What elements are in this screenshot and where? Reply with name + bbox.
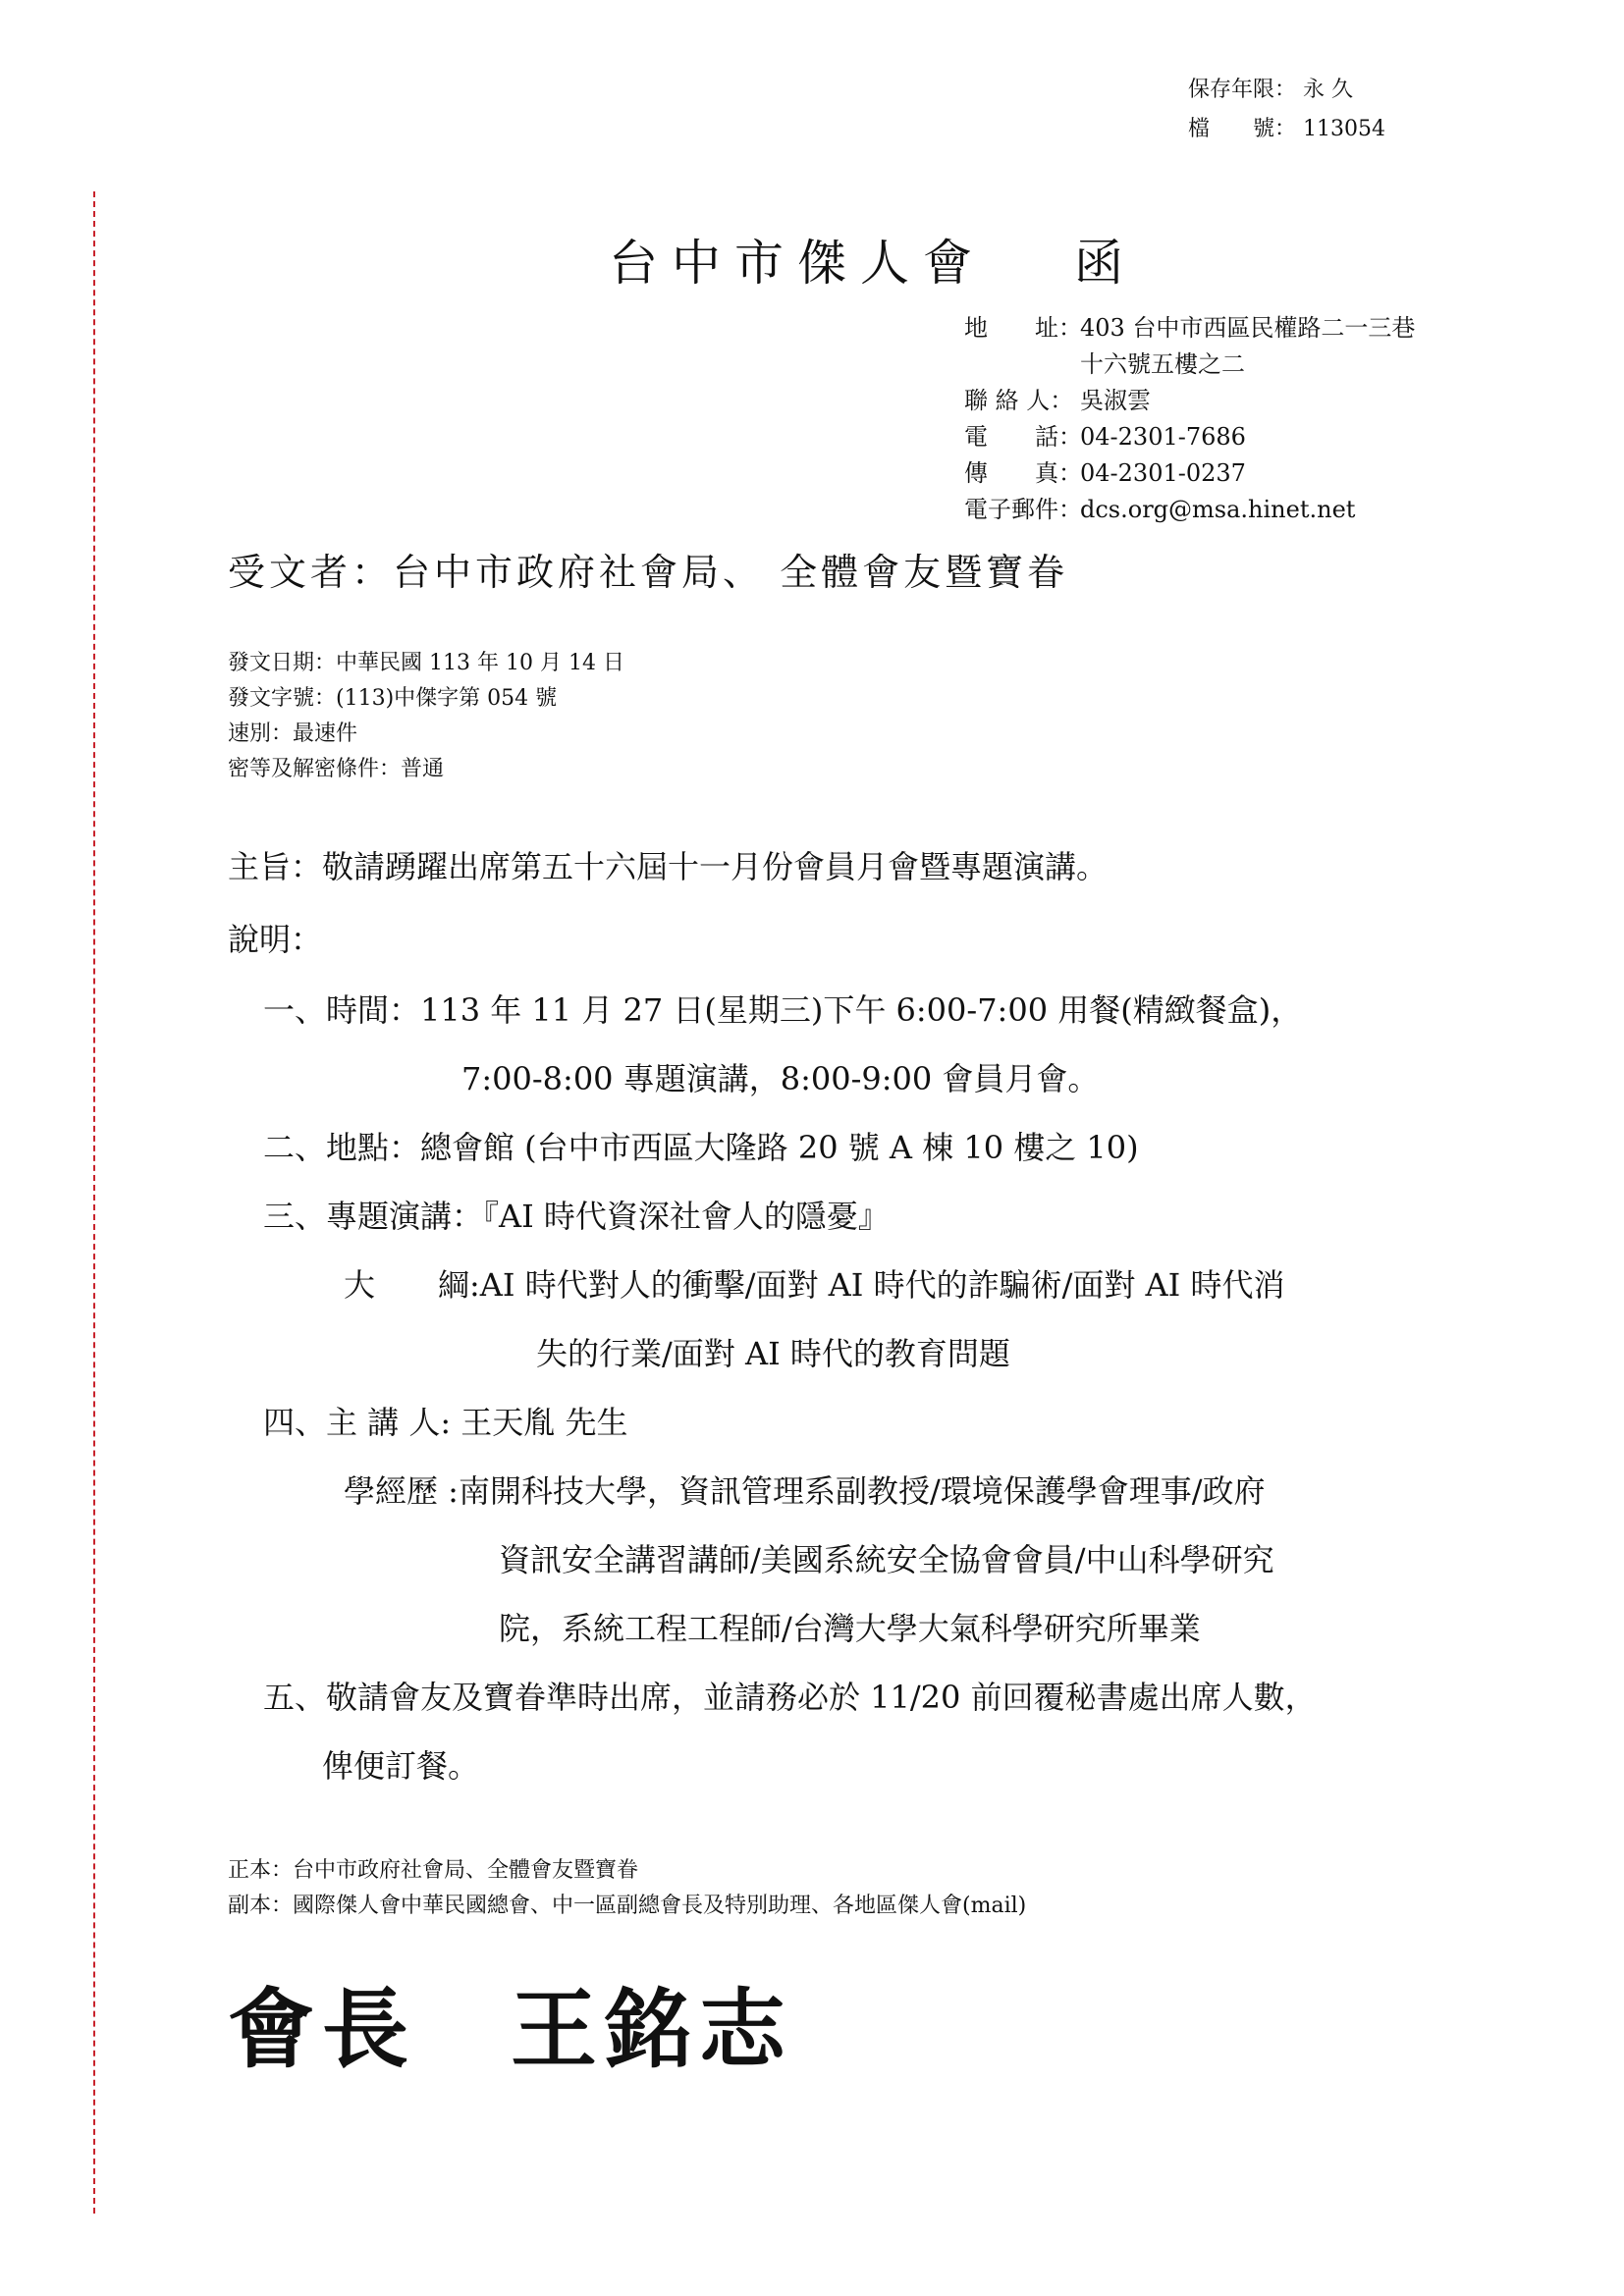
file-number: [1188, 110, 1385, 149]
item-3-outline-line2: 失的行業/面對 AI 時代的教育問題: [536, 1335, 1010, 1372]
meta-block: [228, 646, 624, 787]
phone-value: 04-2301-7686: [1080, 423, 1246, 451]
file-number-value: 113054: [1303, 117, 1385, 141]
doc-number: 發文字號：(113)中傑字第 054 號: [228, 686, 558, 711]
document-title: [609, 224, 1137, 294]
email-label: 電子郵件：: [964, 496, 1082, 523]
phone-label: 電 話：: [964, 423, 1082, 451]
item-4-bg-line2: 資訊安全講習講師/美國系統安全協會會員/中山科學研究: [499, 1541, 1274, 1578]
item-5-line1: 五、敬請會友及寶眷準時出席，並請務必於 11/20 前回覆秘書處出席人數，: [263, 1679, 1317, 1716]
item-4-bg-line1: 學經歷 :南開科技大學，資訊管理系副教授/環境保護學會理事/政府: [344, 1472, 1266, 1510]
retention-period: [1188, 71, 1385, 110]
contact-phone: [964, 419, 1415, 455]
subject: 主旨：敬請踴躍出席第五十六屆十一月份會員月會暨專題演講。: [228, 848, 1109, 885]
item-1-line2: 7:00-8:00 專題演講，8:00-9:00 會員月會。: [461, 1060, 1100, 1097]
contact-person: [964, 383, 1415, 419]
urgency: 速別：最速件: [228, 721, 358, 746]
item-4: 四、主 講 人: 王天胤 先生: [263, 1404, 628, 1441]
item-4-bg-line3: 院，系統工程工程師/台灣大學大氣科學研究所畢業: [499, 1610, 1201, 1647]
item-5-line2: 俾便訂餐。: [322, 1747, 480, 1785]
recipient: 受文者：台中市政府社會局、 全體會友暨寶眷: [228, 551, 1069, 594]
item-3-outline-line1: 大 綱:AI 時代對人的衝擊/面對 AI 時代的詐騙術/面對 AI 時代消: [344, 1266, 1285, 1304]
contact-block: [964, 310, 1415, 528]
signature: 會長 王銘志: [228, 1979, 794, 2080]
address-label: 地 址：: [964, 314, 1082, 342]
item-2: 二、地點：總會館 (台中市西區大隆路 20 號 A 棟 10 樓之 10): [263, 1129, 1139, 1166]
file-number-label: 檔 號：: [1188, 117, 1297, 141]
person-value: 吳淑雲: [1080, 387, 1151, 414]
address-line2: 十六號五樓之二: [1080, 350, 1245, 378]
copies-block: [228, 1853, 1026, 1924]
address-line1: 403 台中市西區民權路二一三巷: [1080, 314, 1416, 342]
security-level: 密等及解密條件：普通: [228, 757, 445, 781]
item-1-line1: 一、時間：113 年 11 月 27 日(星期三)下午 6:00-7:00 用餐(精緻餐盒)，: [263, 991, 1303, 1029]
margin-line: [93, 191, 95, 2214]
carbon-copy: 副本：國際傑人會中華民國總會、中一區副總會長及特別助理、各地區傑人會(mail): [228, 1894, 1027, 1918]
contact-address: [964, 310, 1415, 347]
contact-address-cont: [964, 347, 1415, 383]
item-3: 三、專題演講：『AI 時代資深社會人的隱憂』: [263, 1198, 890, 1235]
explain-label: 說明：: [228, 921, 323, 958]
fax-label: 傳 真：: [964, 459, 1082, 487]
doc-type: 函: [1074, 235, 1137, 292]
contact-email: [964, 492, 1415, 528]
fax-value: 04-2301-0237: [1080, 459, 1246, 487]
person-label: 聯 絡 人：: [964, 387, 1074, 414]
retention-period-value: 永 久: [1303, 78, 1354, 102]
org-name: 台中市傑人會: [609, 235, 986, 292]
contact-fax: [964, 455, 1415, 492]
retention-period-label: 保存年限：: [1188, 78, 1297, 102]
email-value[interactable]: dcs.org@msa.hinet.net: [1080, 496, 1356, 523]
main-copy: 正本：台中市政府社會局、全體會友暨寶眷: [228, 1858, 639, 1883]
issue-date: 發文日期：中華民國 113 年 10 月 14 日: [228, 651, 624, 675]
retention-block: [1188, 71, 1385, 149]
